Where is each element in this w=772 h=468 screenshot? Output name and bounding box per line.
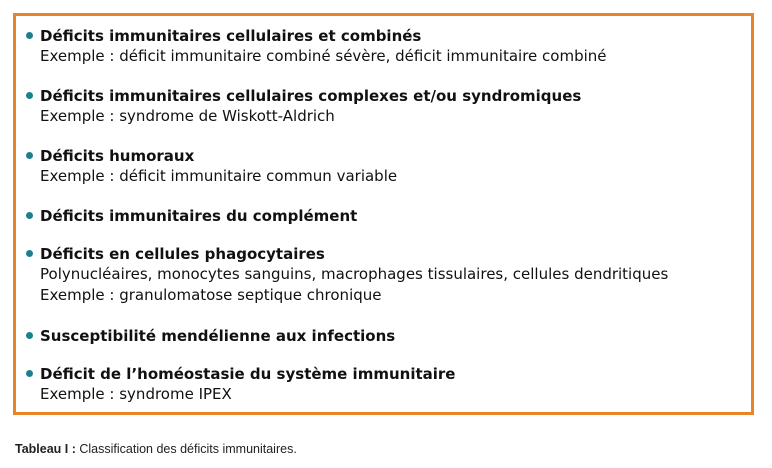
list-item bbox=[26, 146, 743, 187]
item-line: Exemple : déficit immunitaire commun variable bbox=[40, 167, 398, 185]
item-line: Exemple : granulomatose septique chronique bbox=[40, 286, 382, 304]
bullet-icon bbox=[26, 32, 33, 39]
classification-box bbox=[13, 13, 754, 415]
bullet-icon bbox=[26, 92, 33, 99]
list-item bbox=[26, 364, 743, 405]
item-line: Exemple : déficit immunitaire combiné sévère, déficit immunitaire combiné bbox=[40, 47, 607, 65]
item-title: Déficits immunitaires cellulaires et combinés bbox=[40, 27, 422, 45]
item-line: Exemple : syndrome de Wiskott-Aldrich bbox=[40, 107, 335, 125]
item-title: Déficits immunitaires du complément bbox=[40, 207, 358, 225]
bullet-icon bbox=[26, 250, 33, 257]
item-title: Déficits immunitaires cellulaires complexes et/ou syndromiques bbox=[40, 87, 582, 105]
list-item bbox=[26, 206, 743, 226]
list-item bbox=[26, 244, 743, 306]
item-title: Déficit de l’homéostasie du système immunitaire bbox=[40, 365, 456, 383]
list-item bbox=[26, 86, 743, 127]
item-title: Déficits humoraux bbox=[40, 147, 195, 165]
item-title: Déficits en cellules phagocytaires bbox=[40, 245, 325, 263]
caption-label: Tableau I : bbox=[15, 442, 76, 456]
item-title: Susceptibilité mendélienne aux infections bbox=[40, 327, 396, 345]
bullet-icon bbox=[26, 212, 33, 219]
bullet-icon bbox=[26, 152, 33, 159]
bullet-icon bbox=[26, 370, 33, 377]
bullet-icon bbox=[26, 332, 33, 339]
classification-list bbox=[16, 16, 751, 412]
list-item bbox=[26, 326, 743, 346]
table-caption bbox=[15, 440, 297, 458]
list-item bbox=[26, 26, 743, 67]
item-line: Exemple : syndrome IPEX bbox=[40, 385, 232, 403]
caption-text: Classification des déficits immunitaires. bbox=[75, 442, 297, 456]
item-line: Polynucléaires, monocytes sanguins, macrophages tissulaires, cellules dendritiques bbox=[40, 265, 669, 283]
